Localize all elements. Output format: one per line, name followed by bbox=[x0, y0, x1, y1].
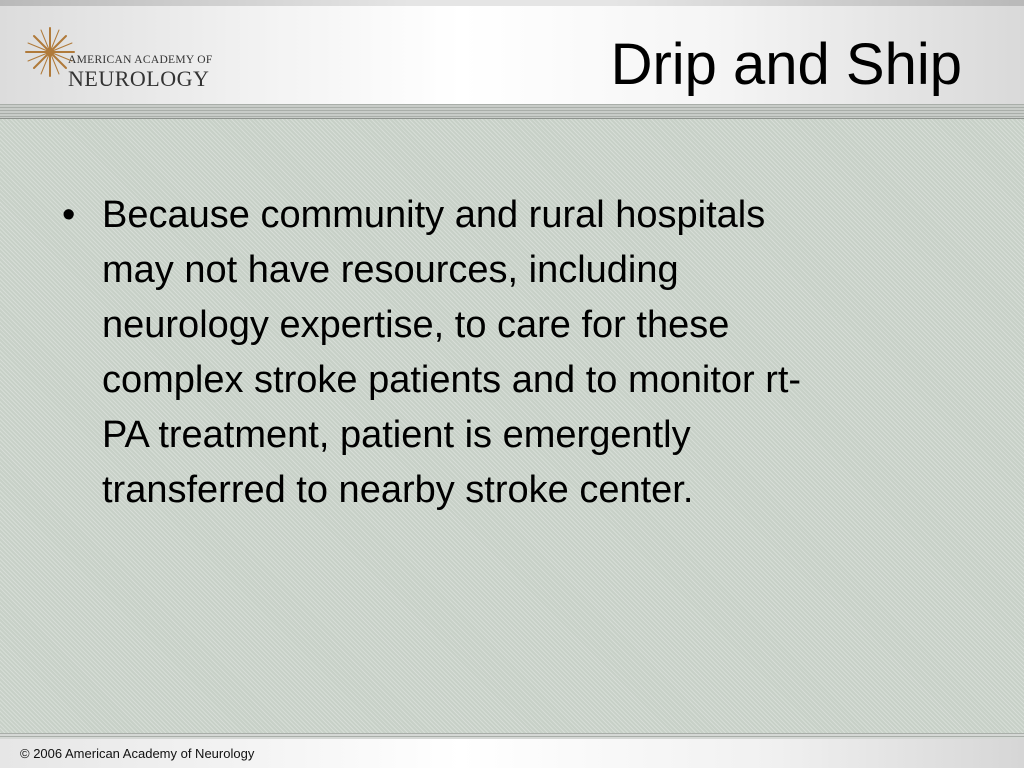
bullet-line: may not have resources, including bbox=[102, 249, 679, 291]
logo-text-bottom: NEUROLOGY bbox=[68, 66, 210, 91]
bullet-line: neurology expertise, to care for these bbox=[102, 304, 730, 346]
bullet-line: Because community and rural hospitals bbox=[102, 194, 766, 236]
bullet-line: PA treatment, patient is emergently bbox=[102, 414, 691, 456]
bullet-item bbox=[62, 188, 962, 518]
header-rule bbox=[0, 104, 1024, 119]
bullet-line: transferred to nearby stroke center. bbox=[102, 469, 694, 511]
logo-text-top: AMERICAN ACADEMY OF bbox=[68, 54, 213, 66]
header-topline bbox=[0, 0, 1024, 6]
bullet-list bbox=[62, 188, 962, 518]
bullet-line: complex stroke patients and to monitor rt- bbox=[102, 359, 802, 401]
slide-title: Drip and Ship bbox=[610, 32, 962, 97]
footer-rule bbox=[0, 733, 1024, 739]
bullet-marker: • bbox=[62, 194, 76, 236]
aan-logo bbox=[22, 24, 222, 94]
footer-copyright: © 2006 American Academy of Neurology bbox=[20, 746, 255, 761]
